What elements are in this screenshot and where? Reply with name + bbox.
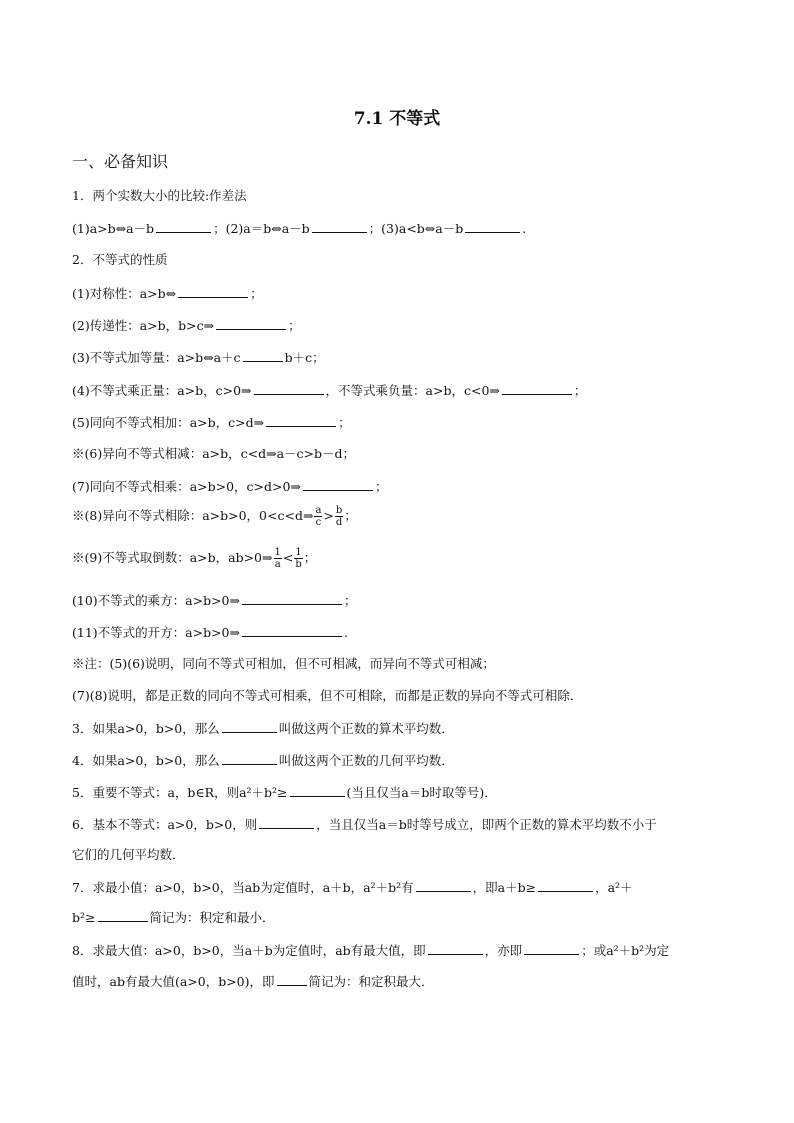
note-2: (7)(8)说明，都是正数的同向不等式可相乘，但不可相除，而都是正数的异向不等式可相除． [72, 688, 583, 703]
item-6-cont: 它们的几何平均数． [72, 847, 185, 862]
answer-blank [465, 220, 520, 233]
item-1-heading: 1．两个实数大小的比较:作差法 [72, 188, 247, 203]
answer-blank [216, 317, 286, 330]
answer-blank [98, 909, 148, 922]
answer-blank [266, 414, 336, 427]
answer-blank [538, 879, 593, 892]
answer-blank [222, 720, 277, 733]
answer-blank [178, 285, 248, 298]
section-heading: 一、必备知识 [72, 152, 169, 171]
property-11: (11)不等式的开方：a>b>0⇒ . [72, 625, 348, 640]
property-3: (3)不等式加等量：a>b⇔a＋c b＋c； [72, 350, 325, 365]
answer-blank [242, 592, 342, 605]
answer-blank [156, 220, 211, 233]
item-6: 6．基本不等式：a>0，b>0，则 ，当且仅当a＝b时等号成立，即两个正数的算术平均数不小于 [72, 817, 657, 832]
answer-blank [242, 624, 342, 637]
item-3: 3．如果a>0，b>0，那么 叫做这两个正数的算术平均数． [72, 721, 454, 736]
property-10: (10)不等式的乘方：a>b>0⇒ ； [72, 593, 357, 608]
item-2-heading: 2．不等式的性质 [72, 252, 168, 267]
answer-blank [303, 478, 373, 491]
fraction: $\frac{b}{d}$ [335, 505, 343, 528]
property-6: ※(6)异向不等式相减：a>b，c<d⇒a－c>b－d； [72, 446, 356, 461]
answer-blank [524, 942, 579, 955]
item-8-cont: 值时，ab有最大值(a>0，b>0)，即 简记为：和定积最大． [72, 974, 434, 989]
item-8: 8．求最大值：a>0，b>0，当a＋b为定值时，ab有最大值，即 ，亦即 ；或a²＋b²为定 [72, 943, 670, 958]
answer-blank [502, 382, 572, 395]
item-1-comparisons: (1)a>b⇔a－b ；(2)a＝b⇔a－b ；(3)a<b⇔a－b . [72, 221, 527, 236]
answer-blank [416, 879, 471, 892]
answer-blank [290, 784, 345, 797]
answer-blank [243, 349, 283, 362]
fraction: $\frac{1}{b}$ [295, 547, 302, 570]
item-7-cont: b²≥ 简记为：积定和最小． [72, 910, 275, 925]
property-2: (2)传递性：a>b，b>c⇒ ； [72, 318, 301, 333]
answer-blank [222, 752, 277, 765]
item-4: 4．如果a>0，b>0，那么 叫做这两个正数的几何平均数． [72, 753, 454, 768]
property-1: (1)对称性：a>b⇔ ； [72, 286, 263, 301]
answer-blank [259, 816, 314, 829]
property-7: (7)同向不等式相乘：a>b>0，c>d>0⇒ ； [72, 479, 388, 494]
answer-blank [254, 382, 324, 395]
answer-blank [277, 973, 307, 986]
answer-blank [428, 942, 483, 955]
answer-blank [312, 220, 367, 233]
property-4: (4)不等式乘正量：a>b，c>0⇒ ，不等式乘负量：a>b，c<0⇒ ； [72, 383, 587, 398]
property-5: (5)同向不等式相加：a>b，c>d⇒ ； [72, 415, 351, 430]
fraction: $\frac{1}{a}$ [274, 547, 281, 570]
fraction: $\frac{a}{c}$ [315, 505, 322, 528]
note-1: ※注：(5)(6)说明，同向不等式可相加，但不可相减，而异向不等式可相减； [72, 656, 495, 671]
item-5: 5．重要不等式：a，b∈R，则a²＋b²≥ (当且仅当a＝b时取等号)． [72, 785, 497, 800]
property-9: ※(9)不等式取倒数：a>b，ab>0⇒ $\frac{1}{a}$ < $\frac{1}{b}$ ； [72, 547, 317, 570]
property-8: ※(8)异向不等式相除：a>b>0，0<c<d⇒ $\frac{a}{c}$ > $\frac{b}{d}$ ； [72, 505, 357, 528]
item-7: 7．求最小值：a>0，b>0，当ab为定值时，a＋b，a²＋b²有 ，即a＋b≥ ，a²＋ [72, 880, 633, 895]
page-title: 7.1 不等式 [353, 109, 441, 129]
